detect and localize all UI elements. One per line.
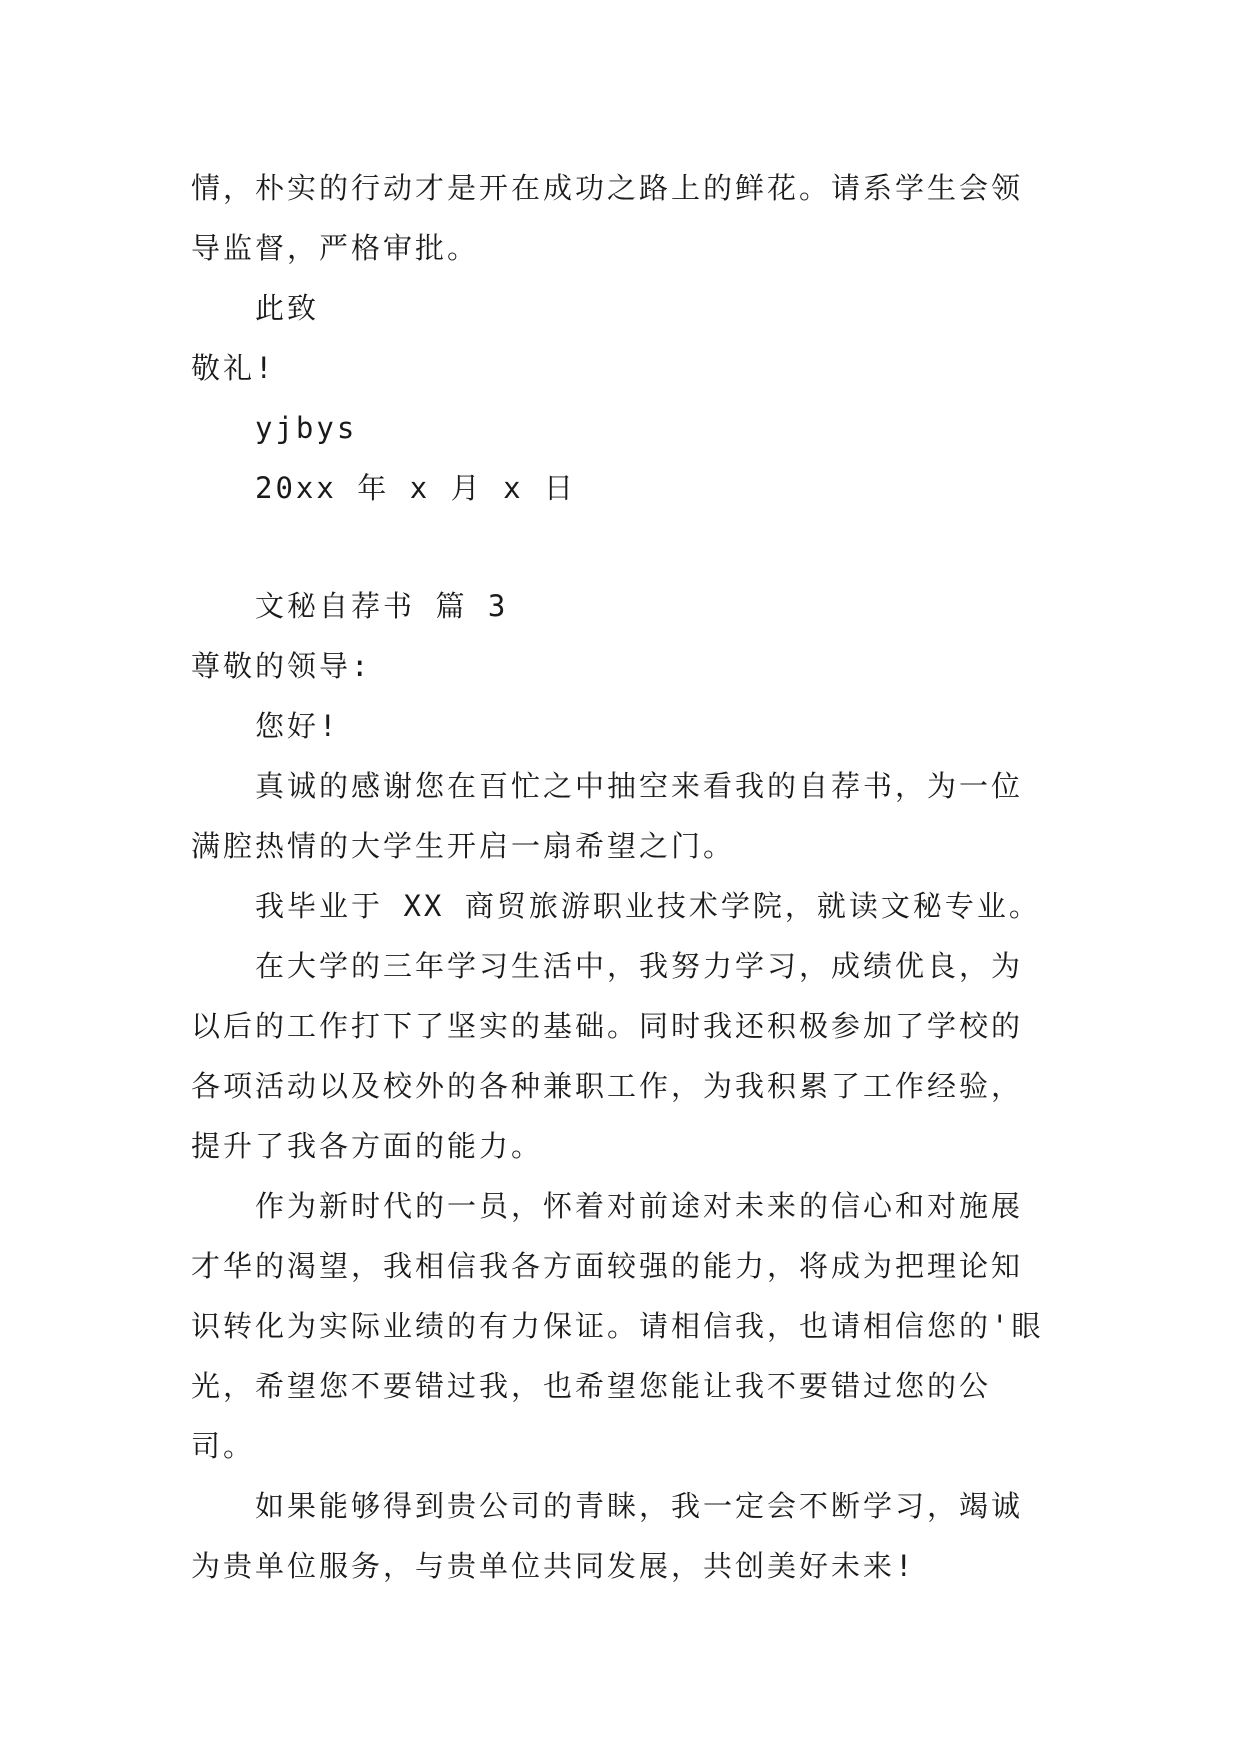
body-paragraph: 我毕业于 XX 商贸旅游职业技术学院，就读文秘专业。	[255, 889, 1041, 923]
section-spacer	[191, 518, 1051, 576]
body-paragraph: 作为新时代的一员，怀着对前途对未来的信心和对施展才华的渴望，我相信我各方面较强的能力，将成为把理论知识转化为实际业绩的有力保证。请相信我，也请相信您的'眼光，希望您不要错过我，也希望您能让我不要错过您的公司。	[191, 1189, 1044, 1463]
previous-letter-continuation: 情，朴实的行动才是开在成功之路上的鲜花。请系学生会领导监督，严格审批。	[191, 171, 1024, 265]
body-paragraph: 在大学的三年学习生活中，我努力学习，成绩优良，为以后的工作打下了坚实的基础。同时我还积极参加了学校的各项活动以及校外的各种兼职工作，为我积累了工作经验，提升了我各方面的能力。	[191, 949, 1024, 1163]
body-paragraph: 如果能够得到贵公司的青睐，我一定会不断学习，竭诚为贵单位服务，与贵单位共同发展，共创美好未来!	[191, 1489, 1024, 1583]
section-title: 文秘自荐书 篇 3	[255, 589, 509, 623]
body-paragraph: 真诚的感谢您在百忙之中抽空来看我的自荐书，为一位满腔热情的大学生开启一扇希望之门。	[191, 769, 1024, 863]
closing-salute: 此致	[255, 291, 320, 325]
letter-date: 20xx 年 x 月 x 日	[255, 471, 577, 505]
document-body	[191, 158, 1051, 1596]
signature: yjbys	[255, 411, 358, 445]
greeting: 您好!	[255, 709, 340, 743]
closing-regards: 敬礼!	[191, 351, 276, 385]
addressee: 尊敬的领导:	[191, 649, 372, 683]
